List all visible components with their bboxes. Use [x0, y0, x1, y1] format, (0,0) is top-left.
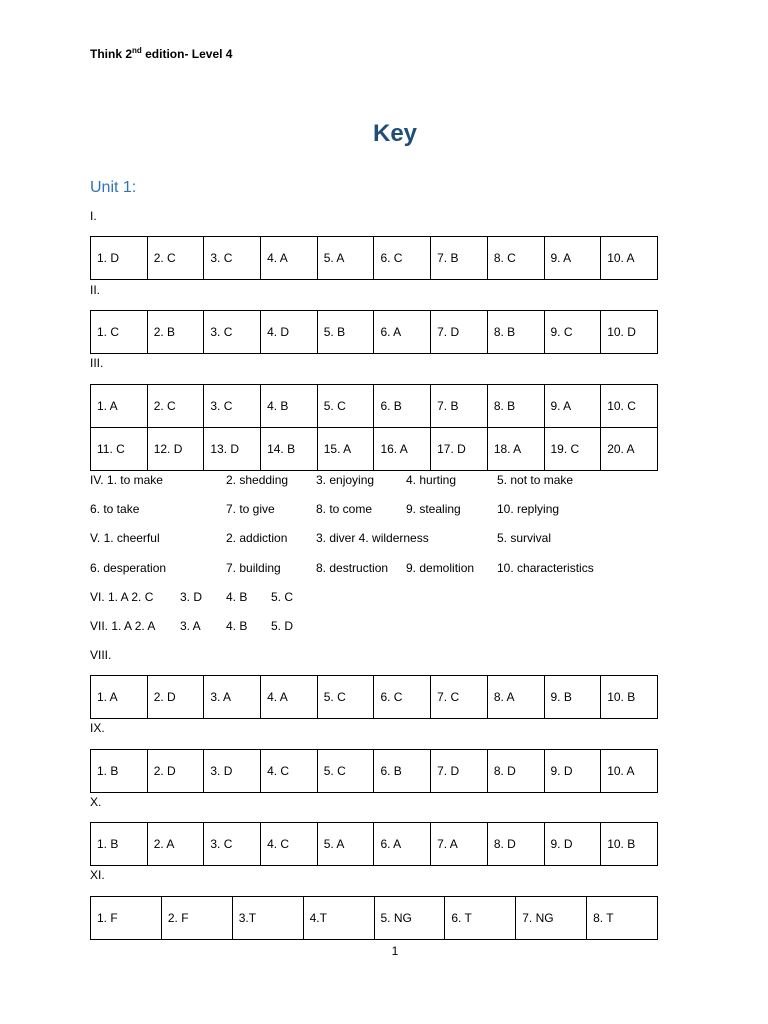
answer-cell: 2. C: [147, 385, 204, 428]
answer-cell: 4. A: [261, 237, 318, 280]
answer-cell: 17. D: [431, 428, 488, 471]
answer-item: 5. D: [271, 619, 294, 633]
answer-line-iv-b: [90, 502, 690, 518]
answer-cell: 5. C: [317, 750, 374, 793]
answer-cell: 1. D: [91, 237, 148, 280]
answer-item: 9. stealing: [406, 502, 461, 516]
section-label-xi: XI.: [90, 868, 105, 882]
answer-item: 3. enjoying: [316, 473, 375, 487]
answer-cell: 14. B: [261, 428, 318, 471]
unit-heading: Unit 1:: [90, 179, 137, 196]
answer-cell: 8. B: [487, 385, 544, 428]
answer-item: 6. to take: [90, 502, 140, 516]
answer-cell: 1. A: [91, 385, 148, 428]
answer-line-vii: [90, 619, 690, 635]
answer-cell: 2. A: [147, 823, 204, 866]
answer-table-iii: [90, 384, 658, 471]
answer-cell: 4. C: [261, 823, 318, 866]
answer-cell: 10. A: [601, 750, 658, 793]
answer-cell: 9. A: [544, 385, 601, 428]
answer-item: 2. shedding: [226, 473, 289, 487]
answer-item: 7. to give: [226, 502, 275, 516]
answer-cell: 2. D: [147, 750, 204, 793]
answer-cell: 4. C: [261, 750, 318, 793]
answer-cell: 7. D: [431, 750, 488, 793]
answer-cell: 10. C: [601, 385, 658, 428]
answer-item: 4. B: [226, 619, 248, 633]
answer-item: 6. desperation: [90, 561, 167, 575]
answer-cell: 2. B: [147, 311, 204, 354]
table-row: [91, 823, 658, 866]
answer-line-iv-a: [90, 473, 690, 489]
answer-cell: 4. D: [261, 311, 318, 354]
answer-cell: 18. A: [487, 428, 544, 471]
answer-cell: 5. C: [317, 676, 374, 719]
answer-cell: 8. D: [487, 750, 544, 793]
answer-cell: 6. C: [374, 237, 431, 280]
answer-cell: 3. C: [204, 385, 261, 428]
table-row: [91, 237, 658, 280]
answer-cell: 7. NG: [516, 897, 587, 940]
answer-table-x: [90, 822, 658, 866]
answer-cell: 8. A: [487, 676, 544, 719]
table-row: [91, 750, 658, 793]
table-row: [91, 385, 658, 428]
answer-table-xi: [90, 896, 658, 940]
answer-cell: 3. C: [204, 823, 261, 866]
answer-cell: 3. C: [204, 237, 261, 280]
answer-cell: 1. C: [91, 311, 148, 354]
answer-cell: 4. A: [261, 676, 318, 719]
answer-cell: 8. C: [487, 237, 544, 280]
answer-item: IV. 1. to make: [90, 473, 163, 487]
answer-table-viii: [90, 675, 658, 719]
table-row: [91, 897, 658, 940]
answer-cell: 1. B: [91, 750, 148, 793]
answer-cell: 6. A: [374, 311, 431, 354]
section-label-ix: IX.: [90, 721, 105, 735]
answer-cell: 20. A: [601, 428, 658, 471]
answer-cell: 8. D: [487, 823, 544, 866]
answer-line-v-b: [90, 561, 690, 577]
answer-table-i: [90, 236, 658, 280]
answer-line-v-a: [90, 531, 690, 547]
answer-cell: 7. B: [431, 385, 488, 428]
answer-item: 3. D: [180, 590, 203, 604]
answer-cell: 9. B: [544, 676, 601, 719]
answer-cell: 3. C: [204, 311, 261, 354]
answer-item: 9. demolition: [406, 561, 475, 575]
answer-cell: 5. A: [317, 237, 374, 280]
answer-item: 8. to come: [316, 502, 373, 516]
answer-cell: 13. D: [204, 428, 261, 471]
answer-item: 5. survival: [497, 531, 552, 545]
document-header: Think 2nd edition- Level 4: [90, 46, 233, 61]
answer-cell: 19. C: [544, 428, 601, 471]
answer-cell: 9. D: [544, 823, 601, 866]
answer-cell: 3. D: [204, 750, 261, 793]
answer-cell: 4. B: [261, 385, 318, 428]
answer-cell: 7. A: [431, 823, 488, 866]
answer-item: 10. characteristics: [497, 561, 594, 575]
answer-cell: 7. B: [431, 237, 488, 280]
answer-cell: 6. B: [374, 385, 431, 428]
answer-item: 5. not to make: [497, 473, 574, 487]
page-number: 1: [391, 944, 399, 958]
section-label-x: X.: [90, 795, 102, 809]
answer-cell: 2. F: [161, 897, 232, 940]
answer-item: 2. addiction: [226, 531, 288, 545]
answer-cell: 8. T: [587, 897, 658, 940]
answer-cell: 8. B: [487, 311, 544, 354]
answer-cell: 7. D: [431, 311, 488, 354]
answer-cell: 1. B: [91, 823, 148, 866]
answer-item: 8. destruction: [316, 561, 389, 575]
answer-cell: 1. A: [91, 676, 148, 719]
answer-cell: 15. A: [317, 428, 374, 471]
answer-item: VI. 1. A 2. C: [90, 590, 154, 604]
section-label-viii: VIII.: [90, 648, 112, 662]
answer-cell: 10. B: [601, 676, 658, 719]
table-row: [91, 676, 658, 719]
answer-item: 10. replying: [497, 502, 560, 516]
section-label-i: I.: [90, 209, 97, 223]
answer-item: 7. building: [226, 561, 281, 575]
answer-cell: 3. A: [204, 676, 261, 719]
answer-item: 3. A: [180, 619, 201, 633]
answer-cell: 9. D: [544, 750, 601, 793]
answer-cell: 4.T: [303, 897, 374, 940]
answer-cell: 6. T: [445, 897, 516, 940]
answer-table-ix: [90, 749, 658, 793]
answer-cell: 9. C: [544, 311, 601, 354]
answer-cell: 2. C: [147, 237, 204, 280]
answer-cell: 3.T: [232, 897, 303, 940]
answer-item: 4. hurting: [406, 473, 457, 487]
answer-cell: 2. D: [147, 676, 204, 719]
answer-cell: 6. A: [374, 823, 431, 866]
answer-table-ii: [90, 310, 658, 354]
answer-cell: 11. C: [91, 428, 148, 471]
section-label-ii: II.: [90, 283, 101, 297]
answer-item: VII. 1. A 2. A: [90, 619, 156, 633]
answer-cell: 16. A: [374, 428, 431, 471]
answer-cell: 10. D: [601, 311, 658, 354]
answer-line-vi: [90, 590, 690, 606]
answer-cell: 5. B: [317, 311, 374, 354]
answer-cell: 9. A: [544, 237, 601, 280]
answer-cell: 12. D: [147, 428, 204, 471]
table-row: [91, 311, 658, 354]
answer-item: 4. B: [226, 590, 248, 604]
table-row: [91, 428, 658, 471]
answer-cell: 10. B: [601, 823, 658, 866]
answer-cell: 10. A: [601, 237, 658, 280]
answer-cell: 7. C: [431, 676, 488, 719]
answer-cell: 5. A: [317, 823, 374, 866]
answer-cell: 5. C: [317, 385, 374, 428]
section-label-iii: III.: [90, 356, 104, 370]
answer-item: 3. diver 4. wilderness: [316, 531, 429, 545]
answer-cell: 1. F: [91, 897, 162, 940]
answer-cell: 5. NG: [374, 897, 445, 940]
page-title: Key: [372, 120, 418, 147]
answer-item: V. 1. cheerful: [90, 531, 160, 545]
answer-cell: 6. C: [374, 676, 431, 719]
answer-item: 5. C: [271, 590, 294, 604]
answer-cell: 6. B: [374, 750, 431, 793]
